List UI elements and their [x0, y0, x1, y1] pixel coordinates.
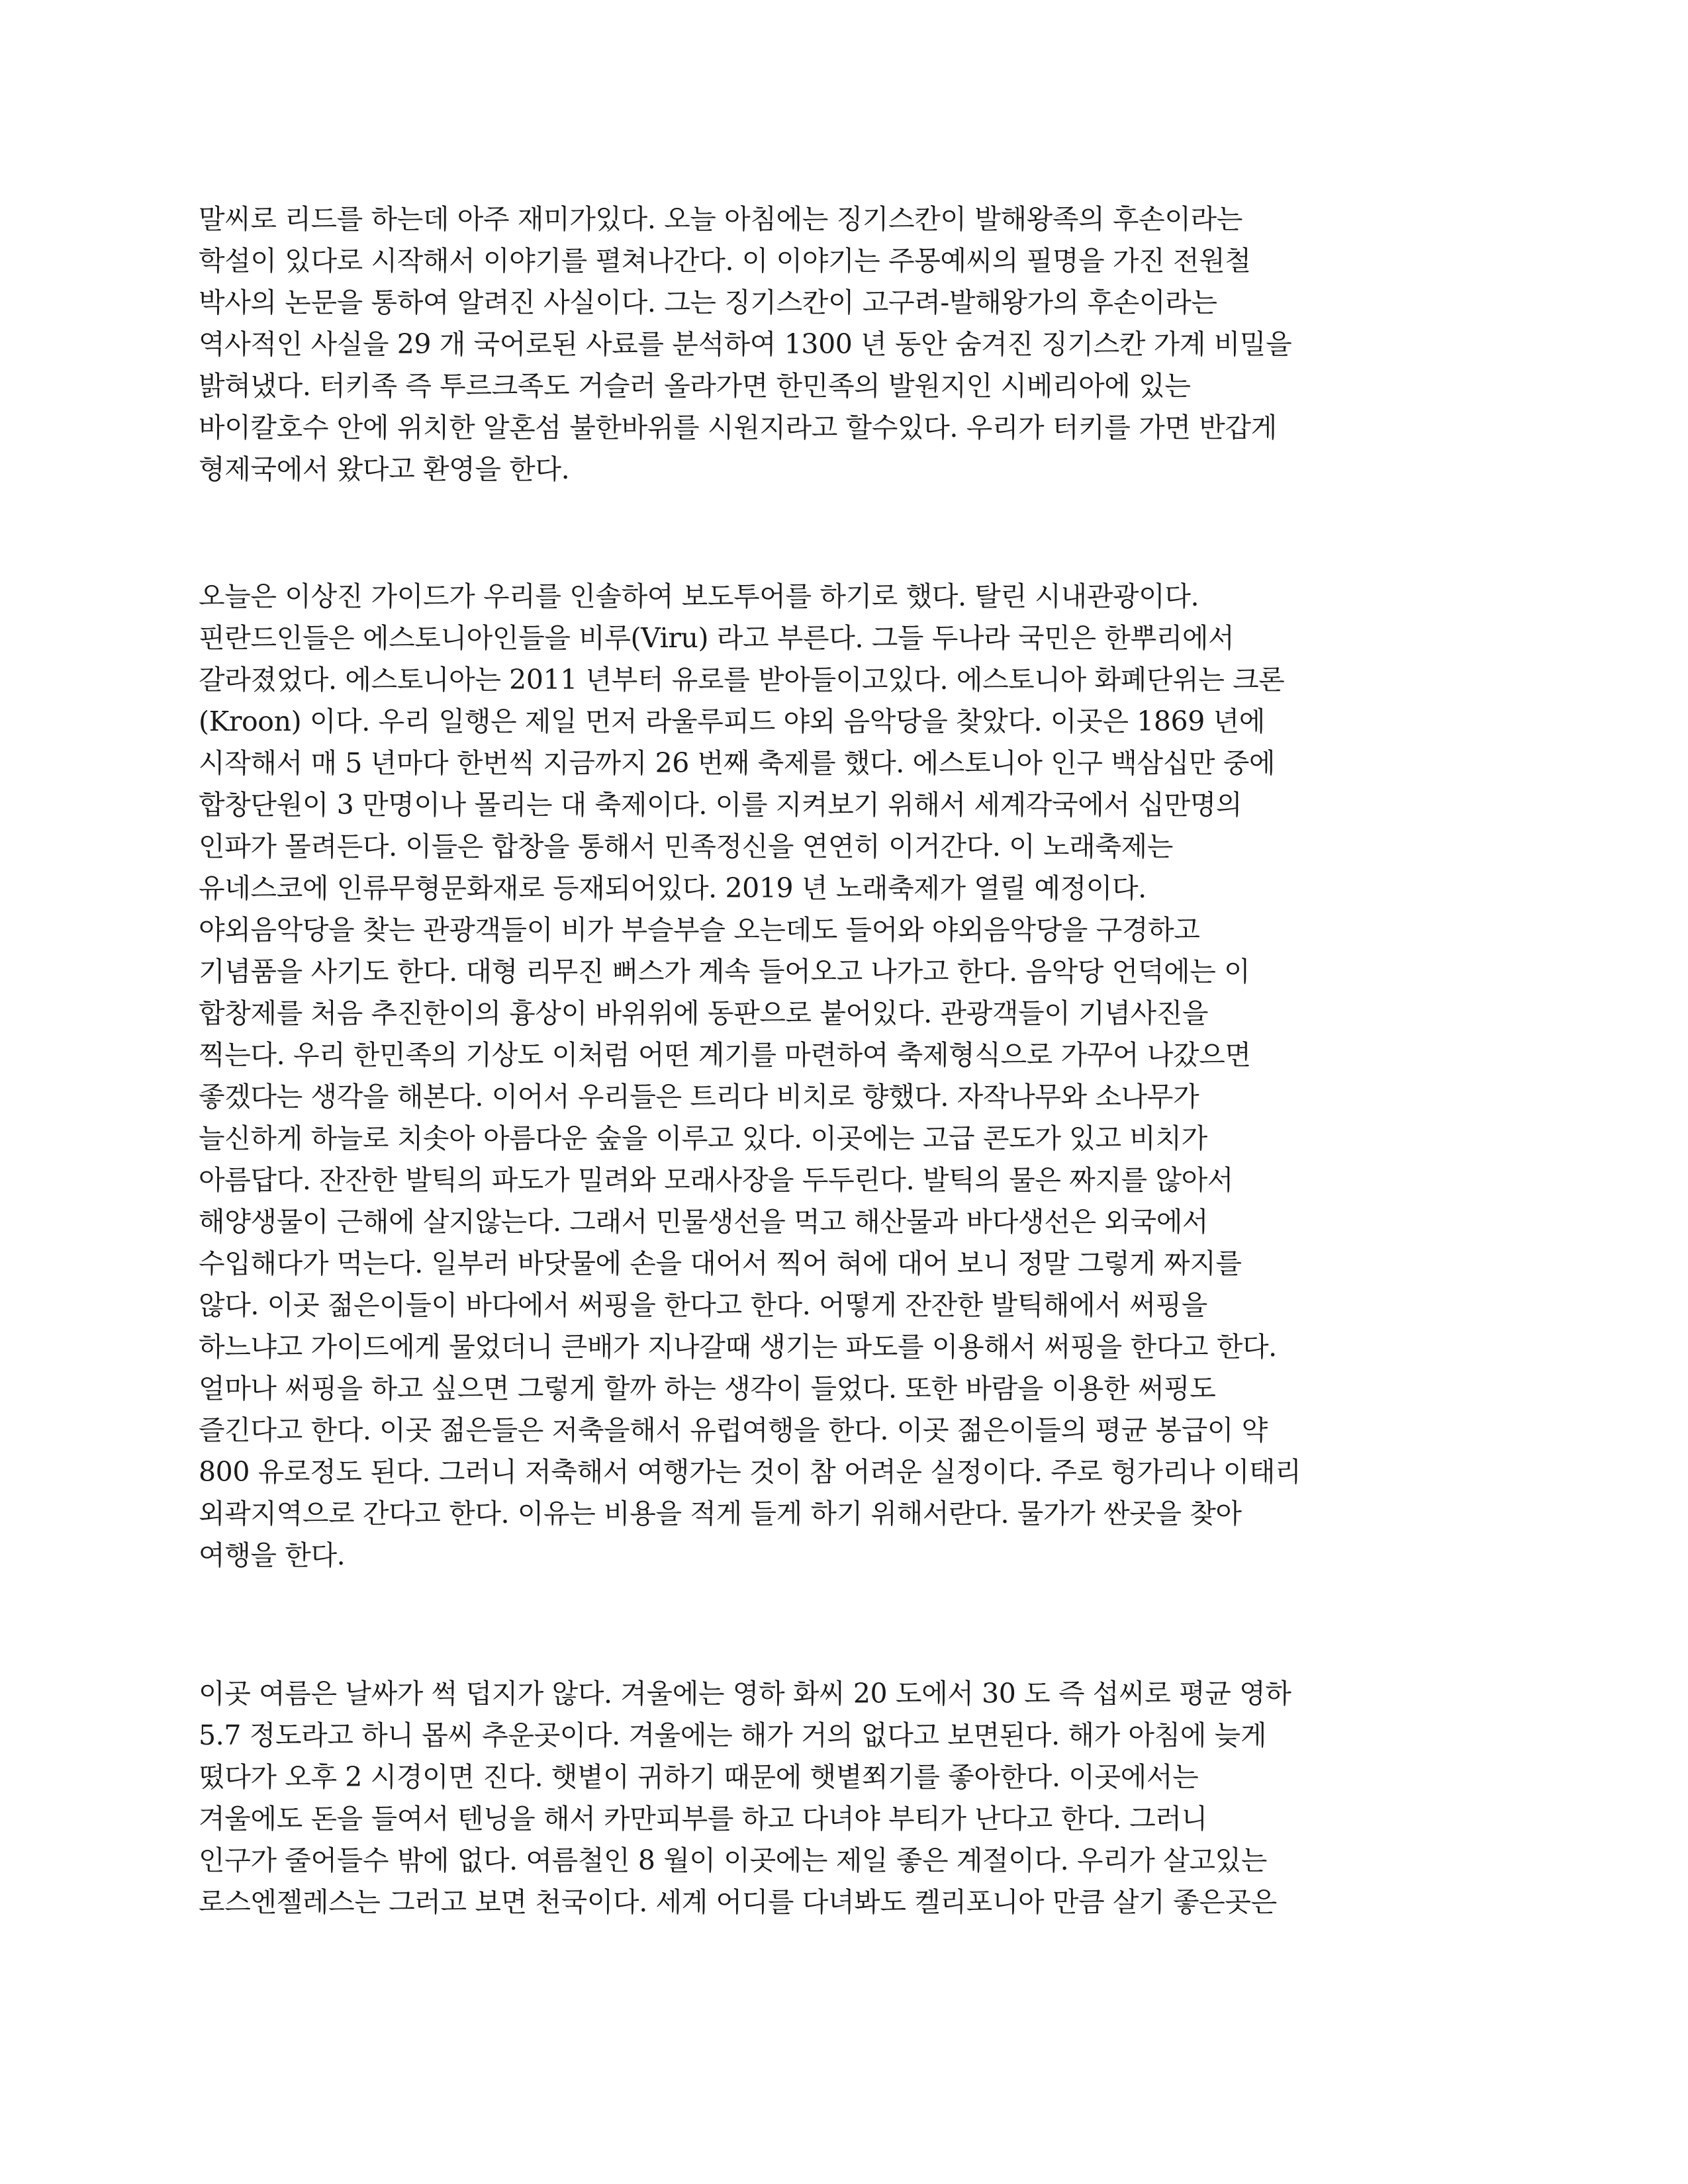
text-line: 오늘은 이상진 가이드가 우리를 인솔하여 보도투어를 하기로 했다. 탈린 시내관광이다.: [199, 580, 1199, 612]
text-line: 바이칼호수 안에 위치한 알혼섬 불한바위를 시원지라고 할수있다. 우리가 터키를 가면 반갑게: [199, 412, 1277, 443]
text-line: 겨울에도 돈을 들여서 텐닝을 해서 카만피부를 하고 다녀야 부티가 난다고 한다. 그러니: [199, 1803, 1207, 1835]
text-line: 이곳 여름은 날싸가 썩 덥지가 않다. 겨울에는 영하 화씨 20 도에서 30 도 즉 섭씨로 평균 영하: [199, 1678, 1291, 1709]
text-line: 즐긴다고 한다. 이곳 젊은들은 저축을해서 유럽여행을 한다. 이곳 젊은이들의 평균 봉급이 약: [199, 1414, 1268, 1446]
text-line: 늘신하게 하늘로 치솟아 아름다운 숲을 이루고 있다. 이곳에는 고급 콘도가 있고 비치가: [199, 1122, 1207, 1154]
text-line: 인파가 몰려든다. 이들은 합창을 통해서 민족정신을 연연히 이거간다. 이 노래축제는: [199, 831, 1173, 862]
paragraph-genghis-khan: [199, 199, 1496, 490]
text-line: 학설이 있다로 시작해서 이야기를 펼쳐나간다. 이 이야기는 주몽예씨의 필명을 가진 전원철: [199, 245, 1251, 277]
text-line: 유네스코에 인류무형문화재로 등재되어있다. 2019 년 노래축제가 열릴 예정이다.: [199, 872, 1147, 904]
text-line: 아름답다. 잔잔한 발틱의 파도가 밀려와 모래사장을 두두린다. 발틱의 물은 짜지를 않아서: [199, 1164, 1234, 1196]
text-line: 얼마나 써핑을 하고 싶으면 그렇게 할까 하는 생각이 들었다. 또한 바람을 이용한 써핑도: [199, 1373, 1216, 1404]
text-line: 좋겠다는 생각을 해본다. 이어서 우리들은 트리다 비치로 향했다. 자작나무와 소나무가: [199, 1081, 1199, 1113]
text-line: 역사적인 사실을 29 개 국어로된 사료를 분석하여 1300 년 동안 숨겨진 징기스칸 가계 비밀을: [199, 328, 1292, 360]
text-line: 해양생물이 근해에 살지않는다. 그래서 민물생선을 먹고 해산물과 바다생선은 외국에서: [199, 1206, 1209, 1238]
text-line: 않다. 이곳 젊은이들이 바다에서 써핑을 한다고 한다. 어떻게 잔잔한 발틱해에서 써핑을: [199, 1289, 1207, 1321]
text-line: 여행을 한다.: [199, 1539, 346, 1571]
paragraph-climate: [199, 1673, 1496, 1923]
text-line: 말씨로 리드를 하는데 아주 재미가있다. 오늘 아침에는 징기스칸이 발해왕족의 후손이라는: [199, 203, 1243, 235]
text-line: 핀란드인들은 에스토니아인들을 비루(Viru) 라고 부른다. 그들 두나라 국민은 한뿌리에서: [199, 622, 1235, 654]
text-line: 하느냐고 가이드에게 물었더니 큰배가 지나갈때 생기는 파도를 이용해서 써핑을 한다고 한다.: [199, 1331, 1277, 1363]
text-line: 수입해다가 먹는다. 일부러 바닷물에 손을 대어서 찍어 혀에 대어 보니 정말 그렇게 짜지를: [199, 1248, 1242, 1279]
text-line: (Kroon) 이다. 우리 일행은 제일 먼저 라울루피드 야외 음악당을 찾았다. 이곳은 1869 년에: [199, 705, 1265, 737]
text-line: 밝혀냈다. 터키족 즉 투르크족도 거슬러 올라가면 한민족의 발원지인 시베리아에 있는: [199, 370, 1191, 402]
text-line: 떴다가 오후 2 시경이면 진다. 햇볕이 귀하기 때문에 햇볕쬐기를 좋아한다. 이곳에서는: [199, 1761, 1199, 1793]
text-line: 갈라졌었다. 에스토니아는 2011 년부터 유로를 받아들이고있다. 에스토니아 화폐단위는 크론: [199, 664, 1285, 696]
text-line: 합창제를 처음 추진한이의 흉상이 바위위에 동판으로 붙어있다. 관광객들이 기념사진을: [199, 997, 1209, 1029]
text-line: 로스엔젤레스는 그러고 보면 천국이다. 세계 어디를 다녀봐도 켈리포니아 만큼 살기 좋은곳은: [199, 1886, 1277, 1918]
text-line: 5.7 정도라고 하니 몹씨 추운곳이다. 겨울에는 해가 거의 없다고 보면된다. 해가 아침에 늦게: [199, 1719, 1267, 1751]
text-line: 찍는다. 우리 한민족의 기상도 이처럼 어떤 계기를 마련하여 축제형식으로 가꾸어 나갔으면: [199, 1039, 1251, 1071]
text-line: 합창단원이 3 만명이나 몰리는 대 축제이다. 이를 지켜보기 위해서 세계각국에서 십만명의: [199, 789, 1243, 821]
text-line: 박사의 논문을 통하여 알려진 사실이다. 그는 징기스칸이 고구려-발해왕가의 후손이라는: [199, 287, 1217, 318]
text-line: 형제국에서 왔다고 환영을 한다.: [199, 453, 570, 485]
text-line: 시작해서 매 5 년마다 한번씩 지금까지 26 번째 축제를 했다. 에스토니아 인구 백삼십만 중에: [199, 747, 1276, 779]
text-line: 야외음악당을 찾는 관광객들이 비가 부슬부슬 오는데도 들어와 야외음악당을 구경하고: [199, 914, 1200, 946]
text-line: 인구가 줄어들수 밖에 없다. 여름철인 8 월이 이곳에는 제일 좋은 계절이다. 우리가 살고있는: [199, 1844, 1267, 1876]
text-line: 외곽지역으로 간다고 한다. 이유는 비용을 적게 들게 하기 위해서란다. 물가가 싼곳을 찾아: [199, 1498, 1242, 1529]
text-line: 800 유로정도 된다. 그러니 저축해서 여행가는 것이 참 어려운 실정이다. 주로 헝가리나 이태리: [199, 1456, 1301, 1488]
text-line: 기념품을 사기도 한다. 대형 리무진 뻐스가 계속 들어오고 나가고 한다. 음악당 언덕에는 이: [199, 956, 1250, 987]
paragraph-tallinn-tour: [199, 576, 1496, 1576]
